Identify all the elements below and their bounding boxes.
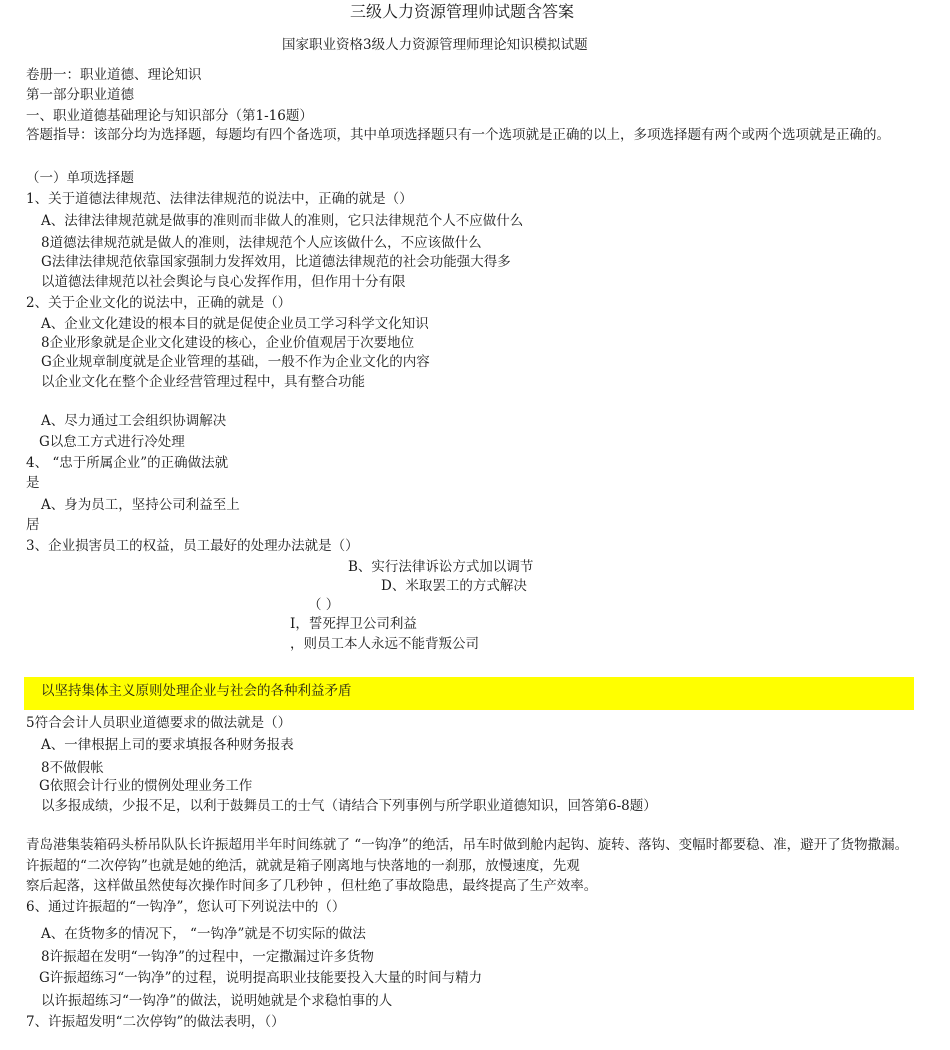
single-choice-heading: （一）单项选择题 (26, 170, 134, 186)
instructions: 答题指导：该部分均为选择题，每题均有四个备选项，其中单项选择题只有一个选项就是正确的以上，多项选择题有两个或两个选项就是正确的。 (26, 127, 890, 143)
q2-option-b: 8企业形象就是企业文化建设的核心，企业价值观居于次要地位 (41, 335, 415, 351)
q5-option-d: 以多报成绩，少报不足，以利于鼓舞员工的士气（请结合下列事例与所学职业道德知识，回答第6-8题） (41, 798, 657, 814)
question-5: 5符合会计人员职业道德要求的做法就是（） (26, 715, 292, 731)
q6-option-c: G许振超练习“一钩净”的过程，说明提高职业技能要投入大量的时间与精力 (39, 970, 483, 986)
q6-option-b: 8许振超在发明“一钩净”的过程中，一定撒漏过许多货物 (41, 949, 374, 965)
q6-option-d: 以许振超练习“一钩净”的做法，说明她就是个求稳怕事的人 (41, 993, 393, 1009)
q4-fragment-ju: 居 (26, 517, 40, 533)
question-7: 7、许振超发明“二次停钩”的做法表明，（） (26, 1014, 285, 1030)
highlighted-option: 以坚持集体主义原则处理企业与社会的各种利益矛盾 (41, 683, 352, 699)
q4-fragment-shi: 是 (26, 475, 40, 491)
question-1: 1、关于道德法律规范、法律法律规范的说法中，正确的就是（） (26, 191, 413, 207)
question-4: 4、 “忠于所属企业”的正确做法就 (26, 455, 229, 471)
q2-option-d: 以企业文化在整个企业经营管理过程中，具有整合功能 (41, 374, 365, 390)
q1-option-d: 以道德法律规范以社会舆论与良心发挥作用，但作用十分有限 (41, 274, 406, 290)
q3-option-a: A、尽力通过工会组织协调解决 (41, 413, 227, 429)
case-story: 青岛港集装箱码头桥吊队队长许振超用半年时间练就了 “一钩净”的绝活，吊车时做到舱内起钩、旋转、落钩、变幅时都要稳、准，避开了货物撒漏。许振超的“二次停钩”也就是她的绝活，就就是箱子刚离地与快落地的一刹那，放慢速度，先观 (26, 837, 909, 874)
document-title: 三级人力资源管理帅试题含答案 (350, 2, 575, 21)
q2-option-a: A、企业文化建设的根本目的就是促使企业员工学习科学文化知识 (41, 316, 429, 332)
q4-option-j: ，则员工本人永远不能背叛公司 (290, 636, 479, 652)
question-3: 3、企业损害员工的权益，员工最好的处理办法就是（） (26, 538, 359, 554)
q4-option-a: A、身为员工，坚持公司利益至上 (41, 497, 240, 513)
q6-option-a: A、在货物多的情况下， “一钩净”就是不切实际的做法 (41, 926, 366, 942)
q1-option-a: A、法律法律规范就是做事的准则而非做人的准则，它只法律规范个人不应做什么 (41, 213, 524, 229)
q3-option-c: G以怠工方式进行冷处理 (39, 434, 185, 450)
question-6: 6、通过许振超的“一钩净”，您认可下列说法中的（） (26, 899, 346, 915)
q5-option-b: 8不做假帐 (41, 760, 104, 776)
volume-heading: 卷册一：职业道德、理论知识 (26, 67, 202, 83)
document-subtitle: 国家职业资格3级人力资源管理师理论知识模拟试题 (282, 37, 588, 53)
case-story-continued: 察后起落，这样做虽然使每次操作时间多了几秒钟 ，但杜绝了事故隐患，最终提高了生产效率。 (26, 878, 598, 894)
q4-option-i: I，誓死捍卫公司利益 (290, 616, 417, 632)
q1-option-c: G法律法律规范依靠国家强制力发挥效用，比道德法律规范的社会功能强大得多 (41, 254, 511, 270)
q5-option-c: G依照会计行业的惯例处理业务工作 (39, 778, 253, 794)
q5-option-a: A、一律根据上司的要求填报各种财务报表 (41, 737, 294, 753)
section-heading: 一、职业道德基础理论与知识部分（第1-16题） (26, 108, 313, 124)
q1-option-b: 8道德法律规范就是做人的准则，法律规范个人应该做什么，不应该做什么 (41, 235, 482, 251)
q3-option-d: D、米取罢工的方式解决 (381, 578, 527, 594)
q2-option-c: G企业规章制度就是企业管理的基础，一般不作为企业文化的内容 (41, 354, 430, 370)
q4-parentheses: （ ） (308, 597, 340, 613)
part-heading: 第一部分职业道德 (26, 87, 134, 103)
q3-option-b: B、实行法律诉讼方式加以调节 (348, 559, 534, 575)
question-2: 2、关于企业文化的说法中，正确的就是（） (26, 295, 292, 311)
